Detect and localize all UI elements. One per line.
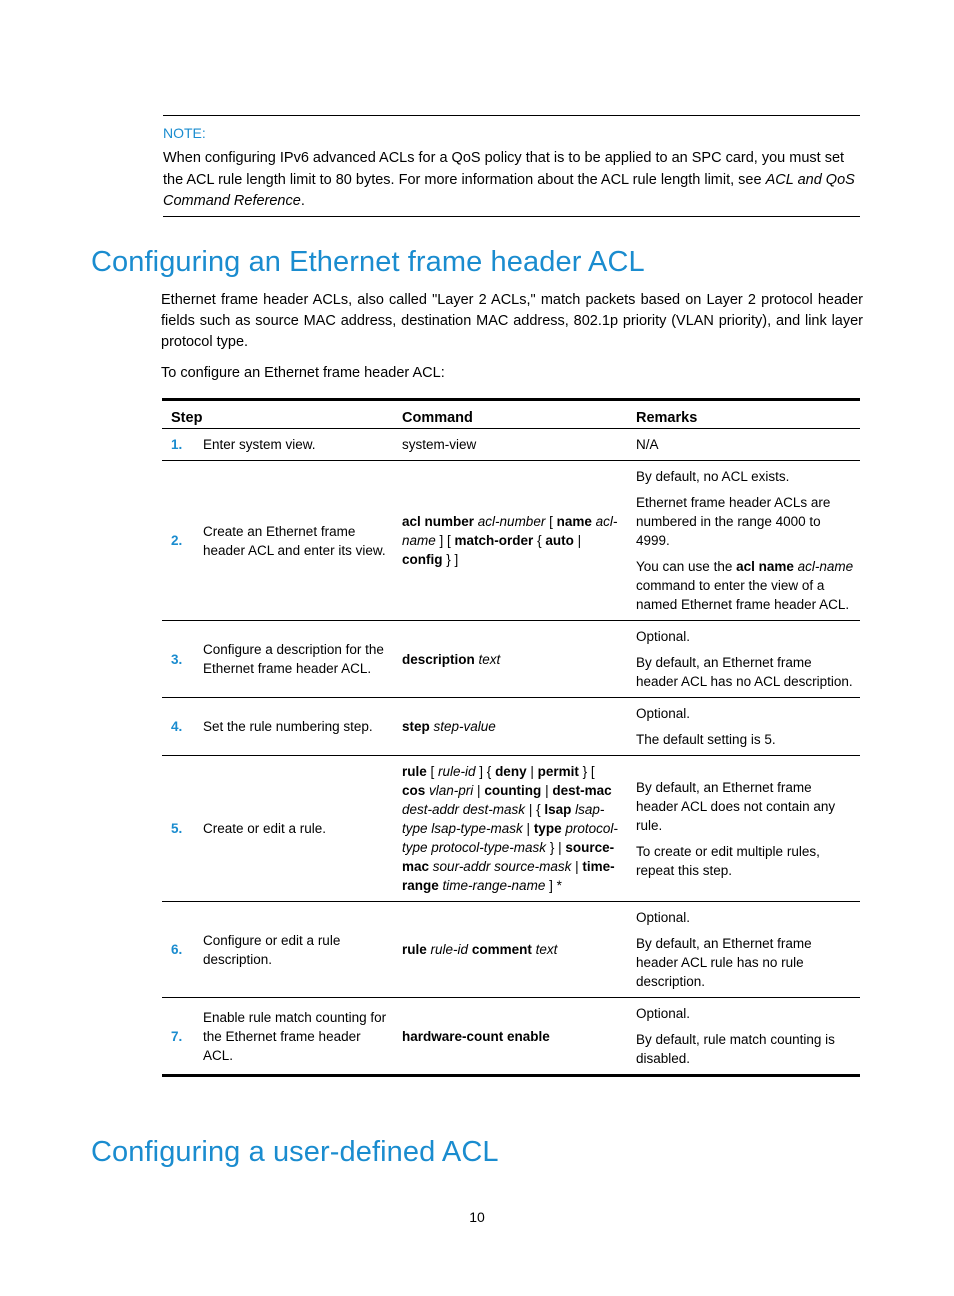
text-run: dest-mac xyxy=(552,783,612,798)
text-run: | xyxy=(573,533,582,548)
remarks-cell xyxy=(628,756,860,902)
step-content xyxy=(171,819,388,838)
text-run: | xyxy=(522,821,534,836)
command-cell xyxy=(394,756,628,902)
text-run: ] * xyxy=(545,878,562,893)
text-run: [ xyxy=(426,764,439,779)
remark-paragraph xyxy=(636,467,854,486)
step-description: Create or edit a rule. xyxy=(203,821,327,836)
text-run: acl-name xyxy=(797,559,854,574)
text-run: config xyxy=(402,552,443,567)
config-steps-table xyxy=(162,398,860,1077)
table-row xyxy=(162,756,860,902)
lead-paragraph: To configure an Ethernet frame header ACL: xyxy=(161,365,445,381)
command-cell xyxy=(394,429,628,461)
text-run: Optional. xyxy=(636,910,691,925)
step-content xyxy=(171,1008,388,1065)
step-number: 5. xyxy=(171,821,183,836)
text-run: counting xyxy=(484,783,542,798)
note-text xyxy=(163,148,860,213)
text-run: step-value xyxy=(433,719,496,734)
step-description: Enter system view. xyxy=(203,437,316,452)
step-number: 2. xyxy=(171,533,183,548)
step-number: 3. xyxy=(171,651,183,667)
text-run: } ] xyxy=(442,552,459,567)
step-description: Create an Ethernet frame header ACL and enter its view. xyxy=(203,523,386,558)
command-cell xyxy=(394,461,628,621)
remark-paragraph xyxy=(636,627,854,646)
text-run: | xyxy=(526,764,538,779)
table-header-row xyxy=(162,400,860,429)
intro-paragraph: Ethernet frame header ACLs, also called "Layer 2 ACLs," match packets based on Layer 2 protocol header fields such as source MAC address, destination MAC address, 802.1p priority (VLAN priority), and link layer protocol type. xyxy=(161,292,863,350)
step-cell xyxy=(162,998,394,1076)
text-run: dest-addr dest-mask xyxy=(402,802,526,817)
step-content xyxy=(171,717,388,736)
step-number: 1. xyxy=(171,437,183,452)
remark-paragraph xyxy=(636,557,854,614)
text-run: acl-name xyxy=(402,514,618,548)
text-run: auto xyxy=(545,533,574,548)
remark-paragraph xyxy=(636,493,854,550)
text-run: text xyxy=(535,942,558,957)
text-run: time-range xyxy=(402,859,615,893)
text-run: match-order xyxy=(454,533,534,548)
text-run: rule-id xyxy=(430,942,469,957)
text-run: lsap-type lsap-type-mask xyxy=(402,802,605,836)
text-run: acl-number xyxy=(477,514,546,529)
step-number: 4. xyxy=(171,719,183,734)
remark-paragraph xyxy=(636,934,854,991)
step-number: 7. xyxy=(171,1028,183,1044)
header-remarks: Remarks xyxy=(628,400,860,429)
text-run: By default, an Ethernet frame header ACL does not contain any rule. xyxy=(636,779,836,833)
text-run: By default, an Ethernet frame header ACL has no ACL description. xyxy=(636,655,853,689)
remark-paragraph xyxy=(636,908,854,927)
remark-paragraph xyxy=(636,778,854,835)
text-run: To create or edit multiple rules, repeat this step. xyxy=(636,843,820,878)
text-run: | { xyxy=(525,802,545,817)
remark-paragraph xyxy=(636,1030,854,1068)
text-run: system-view xyxy=(402,437,477,452)
text-run: hardware-count enable xyxy=(402,1028,550,1044)
remark-paragraph xyxy=(636,1004,854,1023)
table-row xyxy=(162,698,860,756)
command-cell xyxy=(394,902,628,998)
text-run: By default, an Ethernet frame header ACL rule has no rule description. xyxy=(636,936,812,989)
text-run: name xyxy=(556,514,592,529)
step-cell xyxy=(162,698,394,756)
step-cell xyxy=(162,902,394,998)
text-run: Optional. xyxy=(636,629,691,644)
command-cell xyxy=(394,998,628,1076)
text-run: Ethernet frame header ACLs are numbered in the range 4000 to 4999. xyxy=(636,495,831,548)
remarks-cell xyxy=(628,461,860,621)
table-row xyxy=(162,429,860,461)
remark-paragraph xyxy=(636,435,854,454)
text-run: } | xyxy=(546,840,566,855)
section-title-ethernet-acl: Configuring an Ethernet frame header ACL xyxy=(91,246,645,278)
remark-paragraph xyxy=(636,842,854,880)
text-run: sour-addr source-mask xyxy=(432,859,572,874)
text-run: The default setting is 5. xyxy=(636,732,776,747)
command-cell xyxy=(394,698,628,756)
text-run: rule-id xyxy=(438,764,476,779)
text-run: Optional. xyxy=(636,706,691,721)
page-number: 10 xyxy=(469,1209,485,1225)
text-run: step xyxy=(402,719,430,734)
table-body xyxy=(162,429,860,1076)
text-run: comment xyxy=(471,942,532,957)
note-box xyxy=(163,115,860,217)
table-row xyxy=(162,998,860,1076)
note-reference: ACL and QoS Command Reference xyxy=(163,171,855,209)
text-run: Optional. xyxy=(636,1006,691,1021)
text-run: time-range-name xyxy=(442,878,546,893)
step-cell xyxy=(162,461,394,621)
step-cell xyxy=(162,756,394,902)
note-text-body: When configuring IPv6 advanced ACLs for a QoS policy that is to be applied to an SPC card, you must set the ACL rule length limit to 80 bytes. For more information about the ACL rule length limit, see xyxy=(163,150,845,188)
text-run: } [ xyxy=(578,764,595,779)
text-run: rule xyxy=(402,764,427,779)
note-label: NOTE: xyxy=(163,125,206,141)
remark-paragraph xyxy=(636,704,854,723)
step-description: Configure or edit a rule description. xyxy=(203,932,341,967)
section-title-user-defined-acl: Configuring a user-defined ACL xyxy=(91,1136,499,1168)
note-text-end: . xyxy=(300,193,305,209)
text-run: protocol-type protocol-type-mask xyxy=(402,821,618,855)
text-run: vlan-pri xyxy=(429,783,474,798)
text-run: By default, no ACL exists. xyxy=(636,469,790,484)
step-cell xyxy=(162,429,394,461)
text-run: description xyxy=(402,651,475,667)
text-run: N/A xyxy=(636,437,659,452)
remarks-cell xyxy=(628,902,860,998)
text-run: acl name xyxy=(736,559,794,574)
step-description: Enable rule match counting for the Ethernet frame header ACL. xyxy=(203,1009,387,1063)
header-step: Step xyxy=(162,400,394,429)
step-cell xyxy=(162,621,394,698)
step-description: Set the rule numbering step. xyxy=(203,719,373,734)
text-run: acl number xyxy=(402,514,475,529)
text-run: | xyxy=(541,783,553,798)
text-run: | xyxy=(473,783,485,798)
header-command: Command xyxy=(394,400,628,429)
text-run: deny xyxy=(495,764,527,779)
text-run: [ xyxy=(545,514,557,529)
step-content xyxy=(171,640,388,678)
text-run: By default, rule match counting is disabled. xyxy=(636,1032,835,1066)
text-run: lsap xyxy=(544,802,572,817)
step-content xyxy=(171,931,388,969)
text-run: cos xyxy=(402,783,426,798)
text-run: type xyxy=(533,821,562,836)
table-row xyxy=(162,621,860,698)
remarks-cell xyxy=(628,429,860,461)
text-run: You can use the xyxy=(636,559,737,574)
table-row xyxy=(162,461,860,621)
text-run: source-mac xyxy=(402,840,615,874)
text-run: | xyxy=(571,859,583,874)
text-run: command to enter the view of a named Ethernet frame header ACL. xyxy=(636,578,850,612)
text-run: text xyxy=(478,651,501,667)
remarks-cell xyxy=(628,621,860,698)
step-description: Configure a description for the Ethernet frame header ACL. xyxy=(203,642,384,676)
text-run: { xyxy=(533,533,546,548)
step-number: 6. xyxy=(171,942,183,957)
remarks-cell xyxy=(628,698,860,756)
remark-paragraph xyxy=(636,730,854,749)
step-content xyxy=(171,522,388,560)
remark-paragraph xyxy=(636,653,854,691)
text-run: rule xyxy=(402,942,427,957)
table-row xyxy=(162,902,860,998)
text-run: ] { xyxy=(475,764,496,779)
command-cell xyxy=(394,621,628,698)
text-run: ] [ xyxy=(435,533,455,548)
step-content xyxy=(171,435,388,454)
remarks-cell xyxy=(628,998,860,1076)
text-run: permit xyxy=(537,764,579,779)
